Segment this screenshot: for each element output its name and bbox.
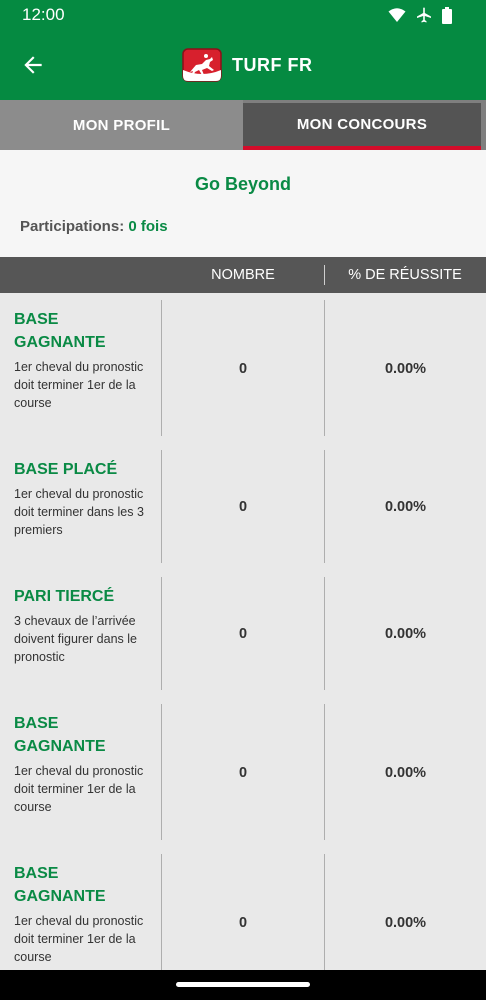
row-nombre: 0 [238,626,248,642]
row-label [14,458,154,539]
app-bar [0,30,486,100]
horse-logo-icon [182,48,222,82]
wifi-icon [388,7,406,23]
table-row [0,293,486,443]
home-gesture-handle[interactable] [176,982,310,987]
table-row [0,697,486,847]
row-reussite: 0.00% [384,499,427,515]
header-nombre: NOMBRE [211,267,275,283]
table-header [0,257,486,293]
row-nombre: 0 [238,915,248,931]
row-label [14,862,154,966]
row-reussite: 0.00% [384,915,427,931]
participations [20,218,168,235]
row-nombre: 0 [238,499,248,515]
row-label [14,585,154,666]
contest-title: Go Beyond [194,174,291,194]
header-reussite: % DE RÉUSSITE [348,267,462,283]
row-nombre: 0 [238,765,248,781]
status-icons [388,7,452,24]
table-row [0,443,486,570]
status-bar [0,0,486,30]
row-nombre: 0 [238,361,248,377]
column-divider [324,854,325,970]
row-title: BASE GAGNANTE [14,715,106,755]
table-row [0,570,486,697]
row-description: 1er cheval du pronostic doit terminer 1er de la course [14,914,144,964]
battery-icon [442,7,452,24]
row-label [14,712,154,816]
row-reussite: 0.00% [384,361,427,377]
row-description: 3 chevaux de l’arrivée doivent figurer dans le pronostic [14,614,137,664]
row-description: 1er cheval du pronostic doit terminer 1er de la course [14,764,144,814]
summary-panel [0,150,486,257]
airplane-icon [416,7,432,23]
row-title: PARI TIERCÉ [14,588,115,605]
brand [182,48,312,82]
status-time: 12:00 [22,5,65,24]
system-nav-bar [0,970,486,1000]
row-reussite: 0.00% [384,626,427,642]
back-arrow-icon[interactable] [20,52,46,78]
tab-bar [0,100,486,150]
participations-label: Participations: [20,218,125,235]
column-divider [161,854,162,970]
table-row [0,847,486,970]
row-description: 1er cheval du pronostic doit terminer 1er de la course [14,360,144,410]
row-title: BASE PLACÉ [14,461,118,478]
tab-mon-concours[interactable]: MON CONCOURS [243,103,481,150]
stats-table [0,293,486,970]
row-title: BASE GAGNANTE [14,311,106,351]
participations-value: 0 fois [128,218,168,235]
row-reussite: 0.00% [384,765,427,781]
row-title: BASE GAGNANTE [14,865,106,905]
row-description: 1er cheval du pronostic doit terminer dans les 3 premiers [14,487,144,537]
app-title: TURF FR [232,54,313,75]
row-label [14,308,154,412]
tab-mon-profil[interactable]: MON PROFIL [0,100,243,150]
